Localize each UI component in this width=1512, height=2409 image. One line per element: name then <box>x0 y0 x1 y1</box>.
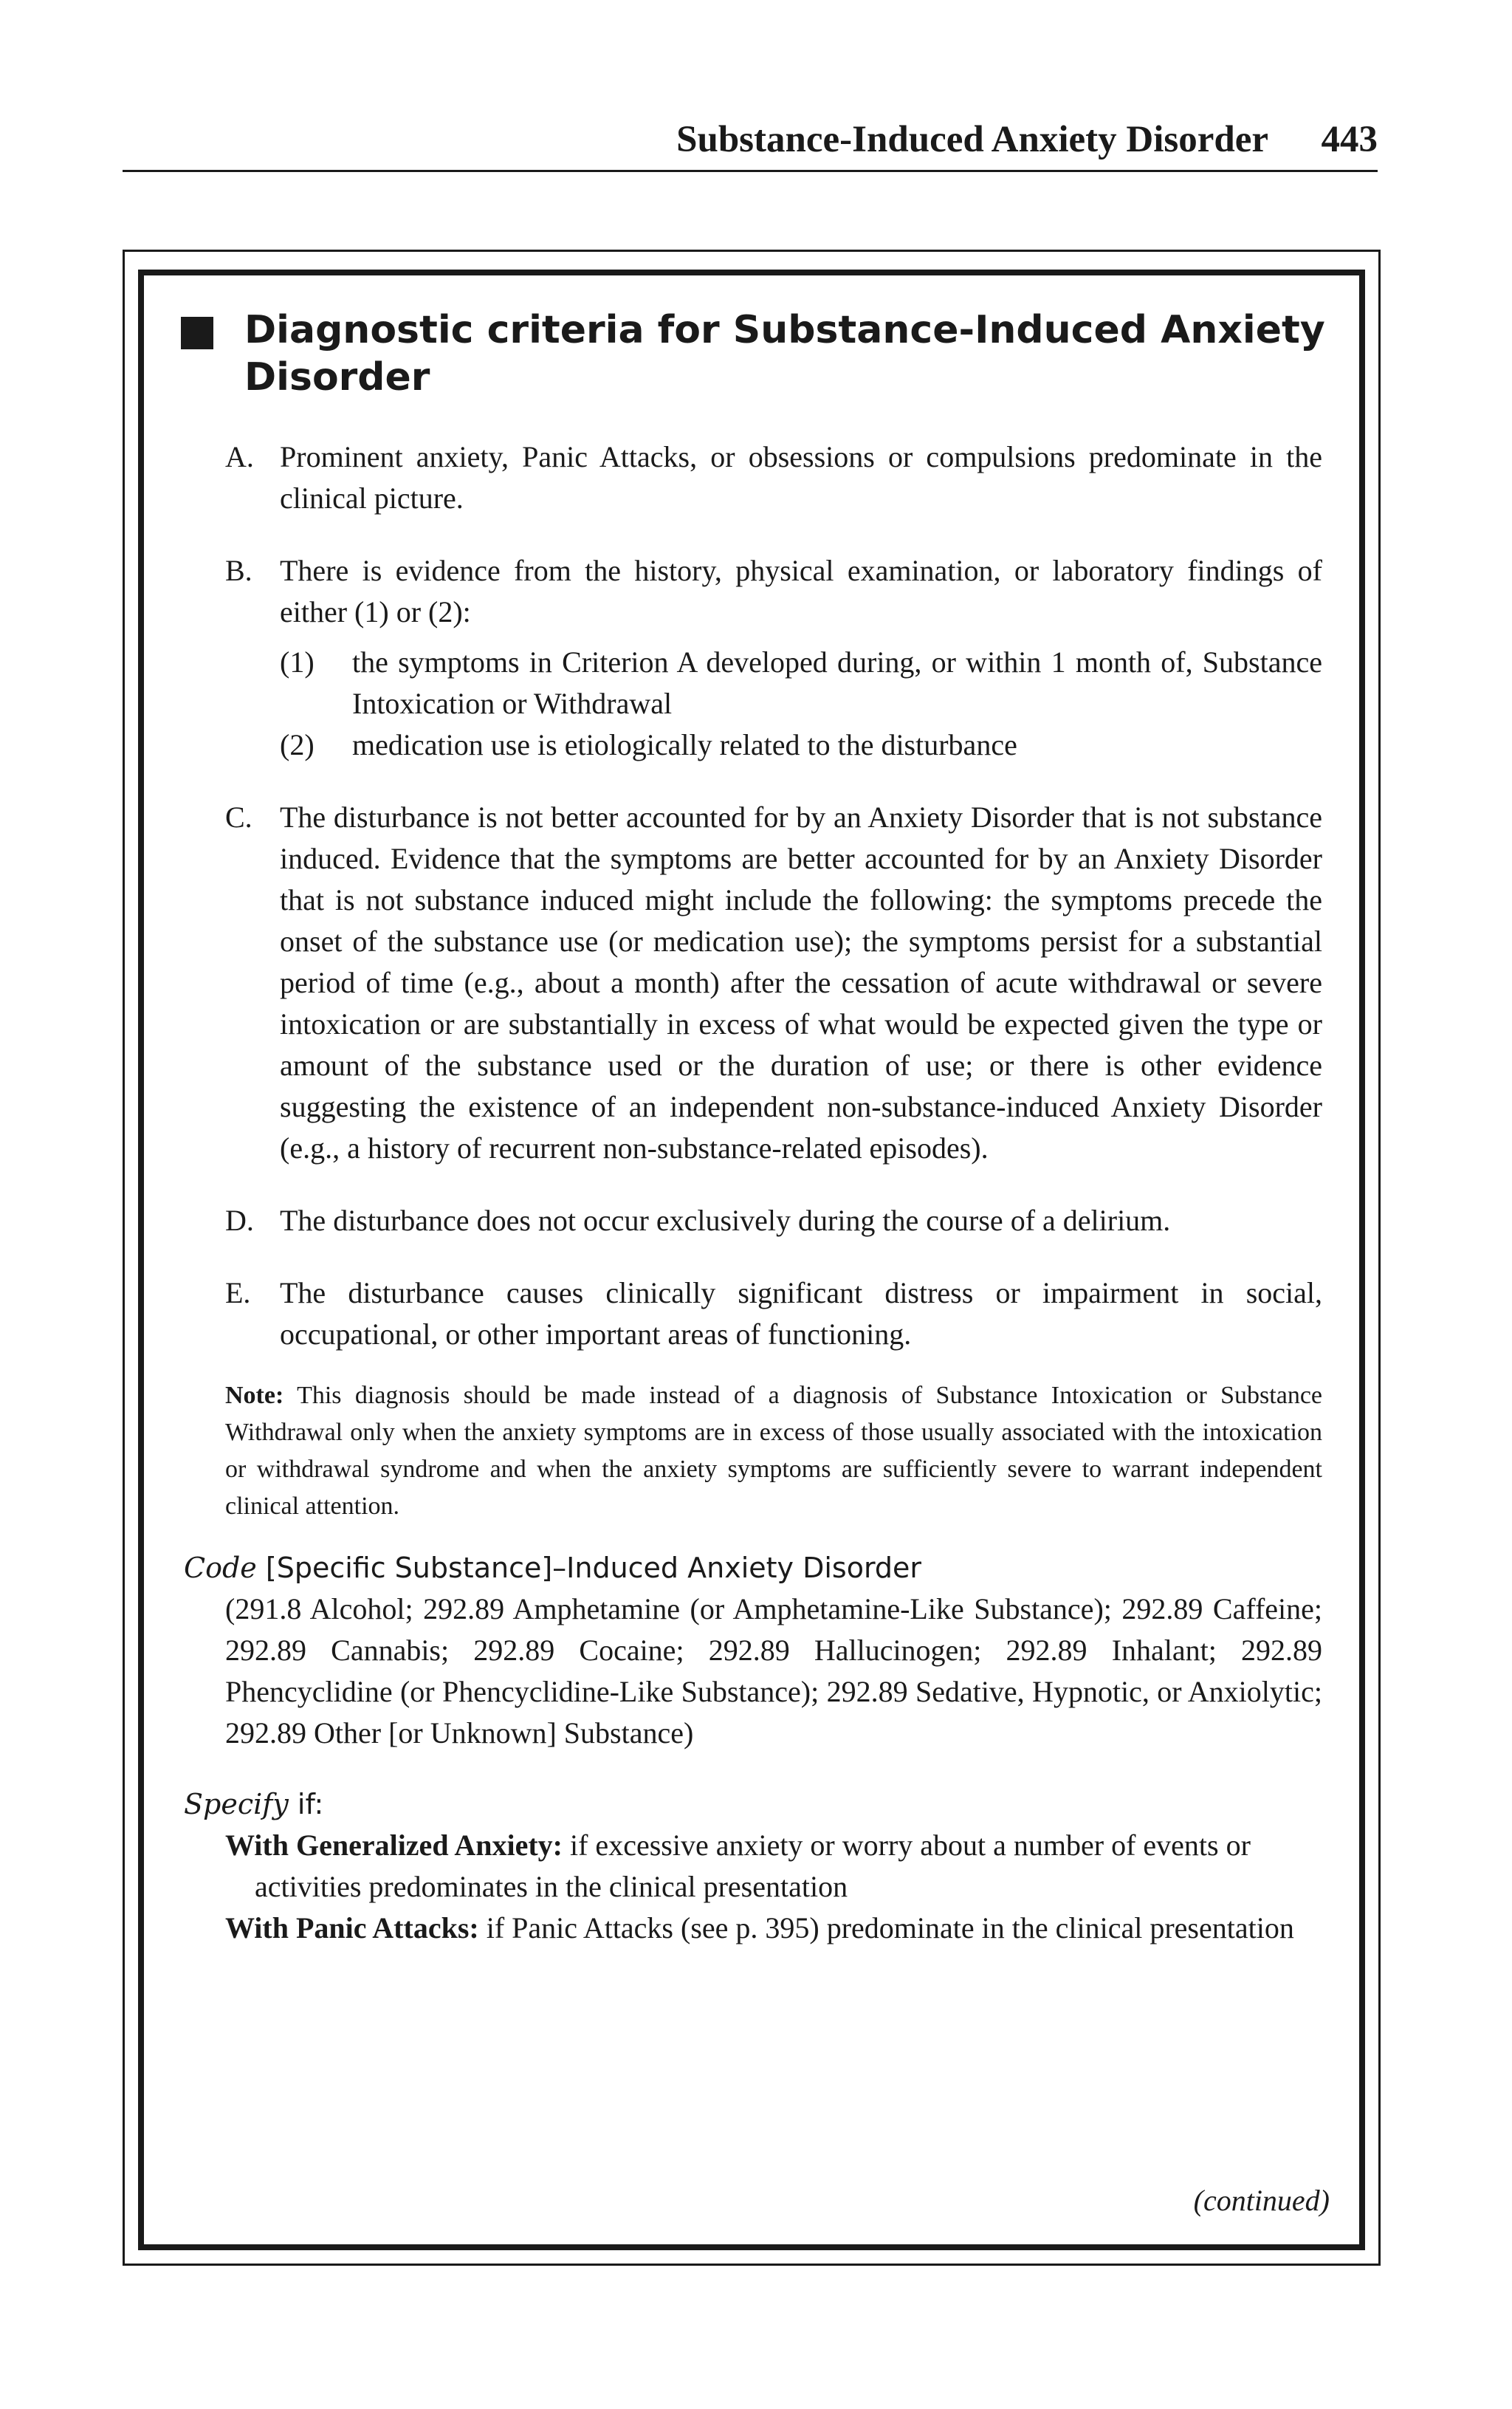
box-heading-wrap <box>181 306 1330 401</box>
running-head-title: Substance-Induced Anxiety Disorder <box>676 119 1268 160</box>
criterion-b-subitem-2 <box>280 724 1322 766</box>
specifier-term: With Panic Attacks: <box>225 1911 479 1944</box>
running-head <box>123 111 1378 172</box>
criteria-content <box>184 436 1323 1949</box>
note-label: Note: <box>225 1382 284 1409</box>
heading-bullet-icon <box>181 317 213 349</box>
criterion-text: The disturbance does not occur exclusively during the course of a delirium. <box>280 1204 1171 1237</box>
criterion-c <box>225 797 1322 1169</box>
specifier-term: With Generalized Anxiety: <box>225 1829 563 1862</box>
continued-label: (continued) <box>1193 2184 1330 2217</box>
specify-suffix: if: <box>297 1788 324 1820</box>
criterion-letter: C. <box>225 801 252 834</box>
subitem-text: medication use is etiologically related to the disturbance <box>352 728 1017 761</box>
specifier-text: if Panic Attacks (see p. 395) predominate in the clinical presentation <box>486 1911 1294 1944</box>
specify-line <box>184 1783 1322 1825</box>
criterion-a <box>225 436 1322 519</box>
code-label: Code <box>184 1552 257 1584</box>
note <box>225 1377 1322 1525</box>
criterion-letter: D. <box>225 1204 254 1237</box>
note-text: This diagnosis should be made instead of a diagnosis of Substance Intoxication or Substance Withdrawal only when the anxiety symptoms are in excess of those usually associated with the intoxication or withdrawal syndrome and when the anxiety symptoms are sufficiently severe to warrant independent clinical attention. <box>225 1382 1323 1520</box>
criterion-letter: E. <box>225 1276 251 1309</box>
specifier-generalized-anxiety <box>225 1825 1322 1908</box>
criteria-box-inner <box>138 270 1365 2250</box>
criterion-text: The disturbance is not better accounted for by an Anxiety Disorder that is not substance induced. Evidence that the symptoms are better accounted for by an Anxiety Disorder that is not substance induced might include the following: the symptoms precede the onset of the substance use (or medication use); the symptoms persist for a substantial period of time (e.g., about a month) after the cessation of acute withdrawal or severe intoxication or are substantially in excess of what would be expected given the type or amount of the substance used or the duration of use; or there is other evidence suggesting the existence of an independent non-substance-induced Anxiety Disorder (e.g., a history of recurrent non-substance-related episodes). <box>280 801 1322 1165</box>
subitem-text: the symptoms in Criterion A developed during, or within 1 month of, Substance Intoxication or Withdrawal <box>352 645 1322 720</box>
criterion-letter: A. <box>225 440 254 473</box>
code-line <box>184 1547 1322 1589</box>
criterion-letter: B. <box>225 554 252 587</box>
criteria-box <box>123 250 1381 2266</box>
specify-label: Specify <box>184 1788 289 1820</box>
page-number: 443 <box>1321 119 1378 160</box>
criterion-d <box>225 1200 1322 1241</box>
criterion-b <box>225 550 1322 766</box>
code-title: [Specific Substance]–Induced Anxiety Disorder <box>265 1552 922 1584</box>
code-list: (291.8 Alcohol; 292.89 Amphetamine (or Amphetamine-Like Substance); 292.89 Caffeine; 292.89 Cannabis; 292.89 Cocaine; 292.89 Hallucinogen; 292.89 Inhalant; 292.89 Phencyclidine (or Phencyclidine-Like Substance); 292.89 Sedative, Hypnotic, or Anxiolytic; 292.89 Other [or Unknown] Substance) <box>225 1592 1322 1750</box>
specifier-text: if excessive anxiety or worry about a number of events or activities predominates in the clinical presentation <box>255 1829 1251 1903</box>
criterion-text: There is evidence from the history, physical examination, or laboratory findings of either (1) or (2): <box>280 554 1322 628</box>
box-heading: Diagnostic criteria for Substance-Induced Anxiety Disorder <box>244 308 1325 400</box>
criterion-text: Prominent anxiety, Panic Attacks, or obsessions or compulsions predominate in the clinical picture. <box>280 440 1322 515</box>
criterion-e <box>225 1272 1322 1355</box>
criterion-text: The disturbance causes clinically significant distress or impairment in social, occupational, or other important areas of functioning. <box>280 1276 1322 1351</box>
specifier-panic-attacks <box>225 1908 1322 1949</box>
criterion-b-subitem-1 <box>280 642 1322 724</box>
subitem-number: (1) <box>280 645 315 679</box>
subitem-number: (2) <box>280 728 315 761</box>
